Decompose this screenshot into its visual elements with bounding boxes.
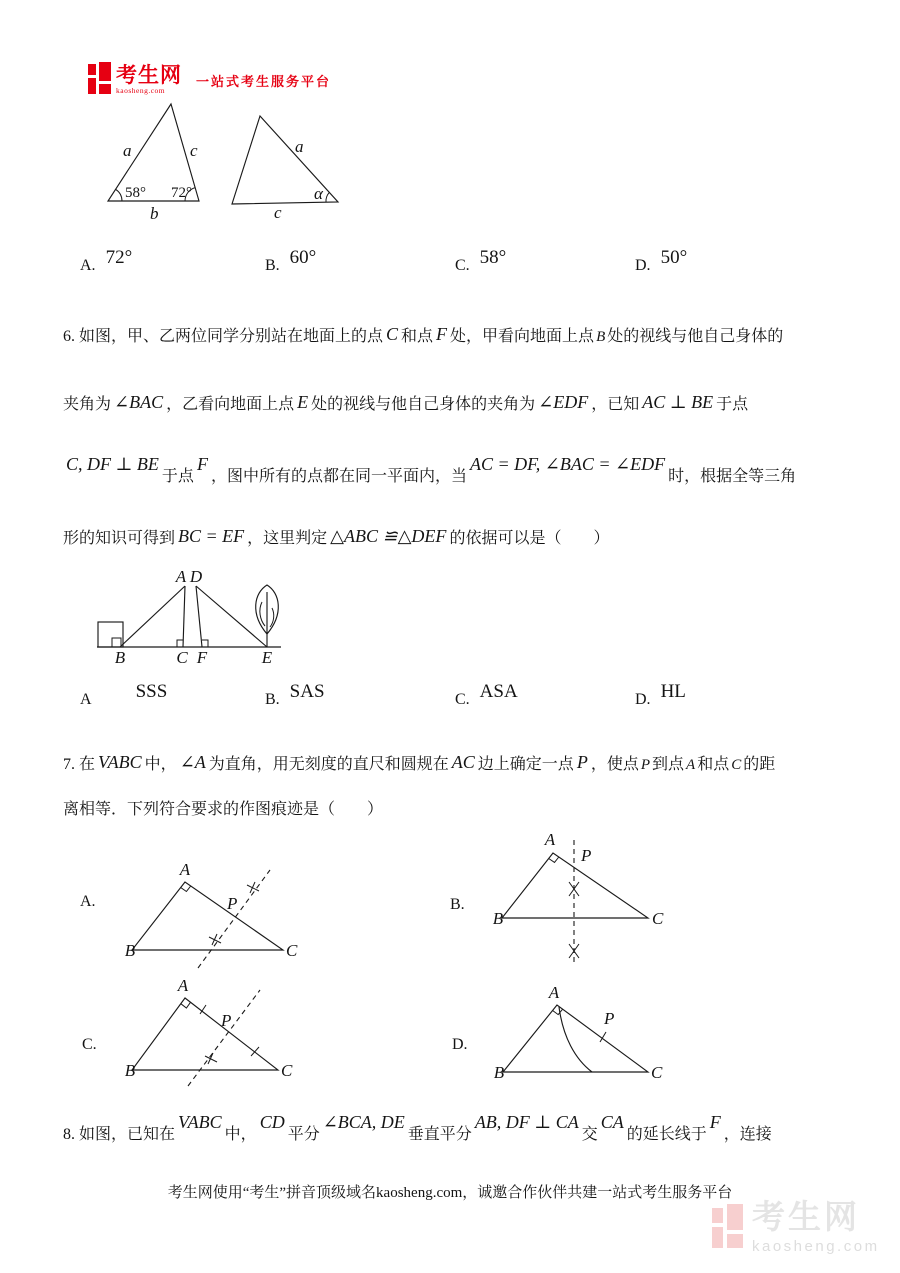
math-segment: VABC: [178, 1112, 222, 1132]
side-label-c1: c: [190, 141, 198, 160]
angle-label-72: 72°: [171, 185, 192, 201]
right-angle-mark-A: [553, 1009, 563, 1014]
text-segment: ，已知: [591, 396, 640, 413]
option-value: ASA: [479, 681, 518, 702]
q6-option-d: [635, 681, 686, 710]
math-segment: VABC: [98, 752, 142, 772]
q5-triangles-figure: [95, 98, 375, 223]
text-segment: 为直角，用无刻度的直尺和圆规在: [208, 756, 449, 773]
text-segment: 处的视线与他自己身体的夹角为: [311, 396, 536, 413]
math-segment: C: [731, 757, 742, 773]
tree-inner-arc-left: [260, 602, 265, 626]
triangle-ABC: [132, 882, 283, 950]
q7-line-2: [63, 797, 383, 823]
right-angle-mark-C: [177, 640, 183, 647]
point-label-P: P: [227, 894, 238, 913]
math-segment: ∠BAC: [114, 392, 164, 412]
math-segment: C: [386, 324, 399, 344]
watermark-domain: kaosheng.com: [752, 1238, 880, 1255]
perpendicular-bisector-dashed: [198, 870, 270, 968]
vertex-label-C: C: [651, 1063, 663, 1082]
q6-line-1: [63, 322, 783, 350]
vertex-label-A: A: [175, 567, 187, 586]
vertex-label-B: B: [124, 1061, 136, 1080]
math-segment: E: [297, 392, 309, 412]
text-segment: ，连接: [723, 1126, 772, 1143]
text-segment: 8. 如图，已知在: [63, 1126, 176, 1143]
triangle-ABC: [503, 1005, 648, 1072]
math-segment: ∠EDF: [538, 392, 589, 412]
right-angle-mark-F: [202, 640, 208, 647]
option-letter: C.: [455, 257, 470, 274]
point-label-P: P: [221, 1011, 232, 1030]
text-segment: 处，甲看向地面上点: [450, 328, 595, 345]
text-segment: 的延长线于: [626, 1126, 707, 1143]
triangle-ABC: [132, 998, 278, 1070]
right-angle-mark-A: [549, 857, 559, 862]
text-segment: 和点: [401, 328, 434, 345]
math-segment: A: [686, 757, 696, 773]
q7-diagram-d: [440, 980, 770, 1100]
text-segment: 边上确定一点: [477, 756, 574, 773]
option-letter: C.: [455, 691, 470, 708]
q7-diagram-d-tag: D.: [452, 1036, 468, 1053]
point-label-P: P: [581, 846, 592, 865]
vertex-label-A: A: [544, 830, 556, 849]
vertex-label-B: B: [124, 941, 136, 960]
option-letter: A: [80, 691, 92, 708]
q7-line-1: [63, 750, 775, 778]
option-value: SSS: [135, 681, 168, 702]
text-segment: 垂直平分: [407, 1126, 472, 1143]
option-letter: D.: [635, 691, 651, 708]
vertex-label-C: C: [286, 941, 298, 960]
math-segment: ∠A: [179, 752, 206, 772]
triangle-ABC: [502, 853, 648, 918]
q7-diagram-a-tag: A.: [80, 893, 96, 910]
vertex-label-F: F: [196, 648, 208, 667]
footer-slogan: 考生网使用“考生”拼音顶级域名kaosheng.com，诚邀合作伙伴共建一站式考生服务平台: [167, 1185, 733, 1201]
option-value: SAS: [289, 681, 325, 702]
side-label-a2: a: [295, 137, 304, 156]
math-segment: C, DF ⊥ BE: [66, 454, 159, 474]
option-value: HL: [660, 681, 686, 702]
vertex-label-E: E: [261, 648, 273, 667]
angle-label-58: 58°: [125, 185, 146, 201]
q6-line-4: [63, 524, 609, 552]
kaosheng-logo: [88, 62, 331, 94]
math-segment: CD: [259, 1112, 285, 1132]
text-segment: 交: [581, 1126, 598, 1143]
q5-option-c: [455, 247, 507, 276]
math-segment: CA: [600, 1112, 624, 1132]
watermark-name: 考生网: [752, 1200, 860, 1236]
construction-arc: [559, 1007, 592, 1072]
math-segment: BC = EF: [178, 526, 245, 546]
text-segment: ，这里判定: [247, 530, 328, 547]
side-label-c2: c: [274, 203, 282, 222]
math-segment: △ABC ≌△DEF: [330, 526, 447, 546]
line-BA: [120, 586, 185, 647]
option-value: 60°: [289, 247, 317, 268]
text-segment: 6. 如图，甲、乙两位同学分别站在地面上的点: [63, 328, 384, 345]
math-segment: P: [640, 757, 650, 773]
right-angle-mark-A: [181, 886, 191, 892]
text-segment: 于点: [161, 468, 194, 485]
text-segment: 离相等．下列符合要求的作图痕迹是（ ）: [63, 801, 384, 818]
q7-diagram-b-tag: B.: [450, 896, 465, 913]
text-segment: ，使点: [590, 756, 639, 773]
kaosheng-watermark: [712, 1202, 880, 1254]
side-label-b1: b: [150, 204, 159, 223]
option-letter: D.: [635, 257, 651, 274]
q7-diagram-b: [440, 825, 770, 980]
option-value: 58°: [479, 247, 507, 268]
vertex-label-A: A: [177, 976, 189, 995]
kaosheng-logo-icon: [88, 62, 111, 94]
vertex-label-D: D: [189, 567, 203, 586]
vertex-label-B: B: [114, 648, 126, 667]
kaosheng-watermark-icon: [712, 1202, 744, 1250]
math-segment: AC = DF, ∠BAC = ∠EDF: [469, 454, 666, 474]
math-segment: F: [709, 1112, 721, 1132]
q7-diagram-c-tag: C.: [82, 1036, 97, 1053]
angle-arc-58: [116, 189, 122, 201]
math-segment: P: [576, 752, 588, 772]
q5-option-a: [80, 247, 133, 276]
right-angle-mark-building: [112, 638, 121, 647]
q7-diagram-c: [70, 976, 400, 1100]
q6-option-a: [80, 681, 168, 710]
text-segment: 中，: [144, 756, 177, 773]
math-segment: AC ⊥ BE: [642, 392, 714, 412]
vertex-label-C: C: [281, 1061, 293, 1080]
vertex-label-B: B: [492, 909, 504, 928]
q6-line-2: [63, 390, 748, 418]
option-value: 50°: [660, 247, 688, 268]
option-letter: B.: [265, 691, 280, 708]
vertex-label-B: B: [493, 1063, 505, 1082]
math-segment: F: [196, 454, 208, 474]
vertex-label-A: A: [548, 983, 560, 1002]
text-segment: ，乙看向地面上点: [166, 396, 295, 413]
q5-option-d: [635, 247, 688, 276]
q6-option-b: [265, 681, 325, 710]
q6-line-3: [63, 454, 797, 490]
option-value: 72°: [105, 247, 133, 268]
option-letter: B.: [265, 257, 280, 274]
building-icon: [98, 622, 123, 647]
vertex-label-C: C: [652, 909, 664, 928]
right-angle-mark-A: [181, 1002, 191, 1008]
text-segment: 平分: [287, 1126, 320, 1143]
angle-arc-alpha: [326, 192, 329, 202]
compass-x-mark-lower: [209, 934, 221, 945]
logo-name: 考生网: [116, 62, 182, 87]
text-segment: 中，: [224, 1126, 257, 1143]
compass-x-mark-mid: [569, 882, 579, 896]
math-segment: B: [596, 329, 606, 345]
q6-option-c: [455, 681, 518, 710]
text-segment: 时，根据全等三角: [668, 468, 797, 485]
text-segment: 于点: [716, 396, 749, 413]
text-segment: 到点: [652, 756, 685, 773]
line-DE: [196, 586, 267, 647]
text-segment: 形的知识可得到: [63, 530, 176, 547]
text-segment: 和点: [697, 756, 730, 773]
text-segment: ，图中所有的点都在同一平面内，当: [210, 468, 467, 485]
compass-x-mark-bottom: [569, 944, 579, 958]
math-segment: AB, DF ⊥ CA: [474, 1112, 579, 1132]
option-letter: A.: [80, 257, 96, 274]
vertex-label-C: C: [176, 648, 188, 667]
math-segment: AC: [451, 752, 475, 772]
angle-label-alpha: α: [314, 184, 323, 203]
q8-line-1: [63, 1112, 772, 1148]
point-label-P: P: [604, 1009, 615, 1028]
line-CA: [183, 586, 185, 647]
text-segment: 7. 在: [63, 756, 96, 773]
text-segment: 的距: [743, 756, 776, 773]
text-segment: 处的视线与他自己身体的: [607, 328, 784, 345]
math-segment: ∠BCA, DE: [322, 1112, 405, 1132]
q7-diagram-a: [75, 838, 405, 978]
dashed-line-through-P: [188, 990, 260, 1086]
vertex-label-A: A: [179, 860, 191, 879]
text-segment: 的依据可以是（ ）: [449, 530, 610, 547]
side-label-a1: a: [123, 141, 132, 160]
math-segment: F: [436, 324, 448, 344]
line-FD: [196, 586, 202, 647]
logo-tagline: 一站式考生服务平台: [196, 74, 332, 89]
q6-sightline-figure: [85, 567, 325, 670]
logo-domain: kaosheng.com: [116, 85, 166, 95]
q5-option-b: [265, 247, 317, 276]
text-segment: 夹角为: [63, 396, 112, 413]
